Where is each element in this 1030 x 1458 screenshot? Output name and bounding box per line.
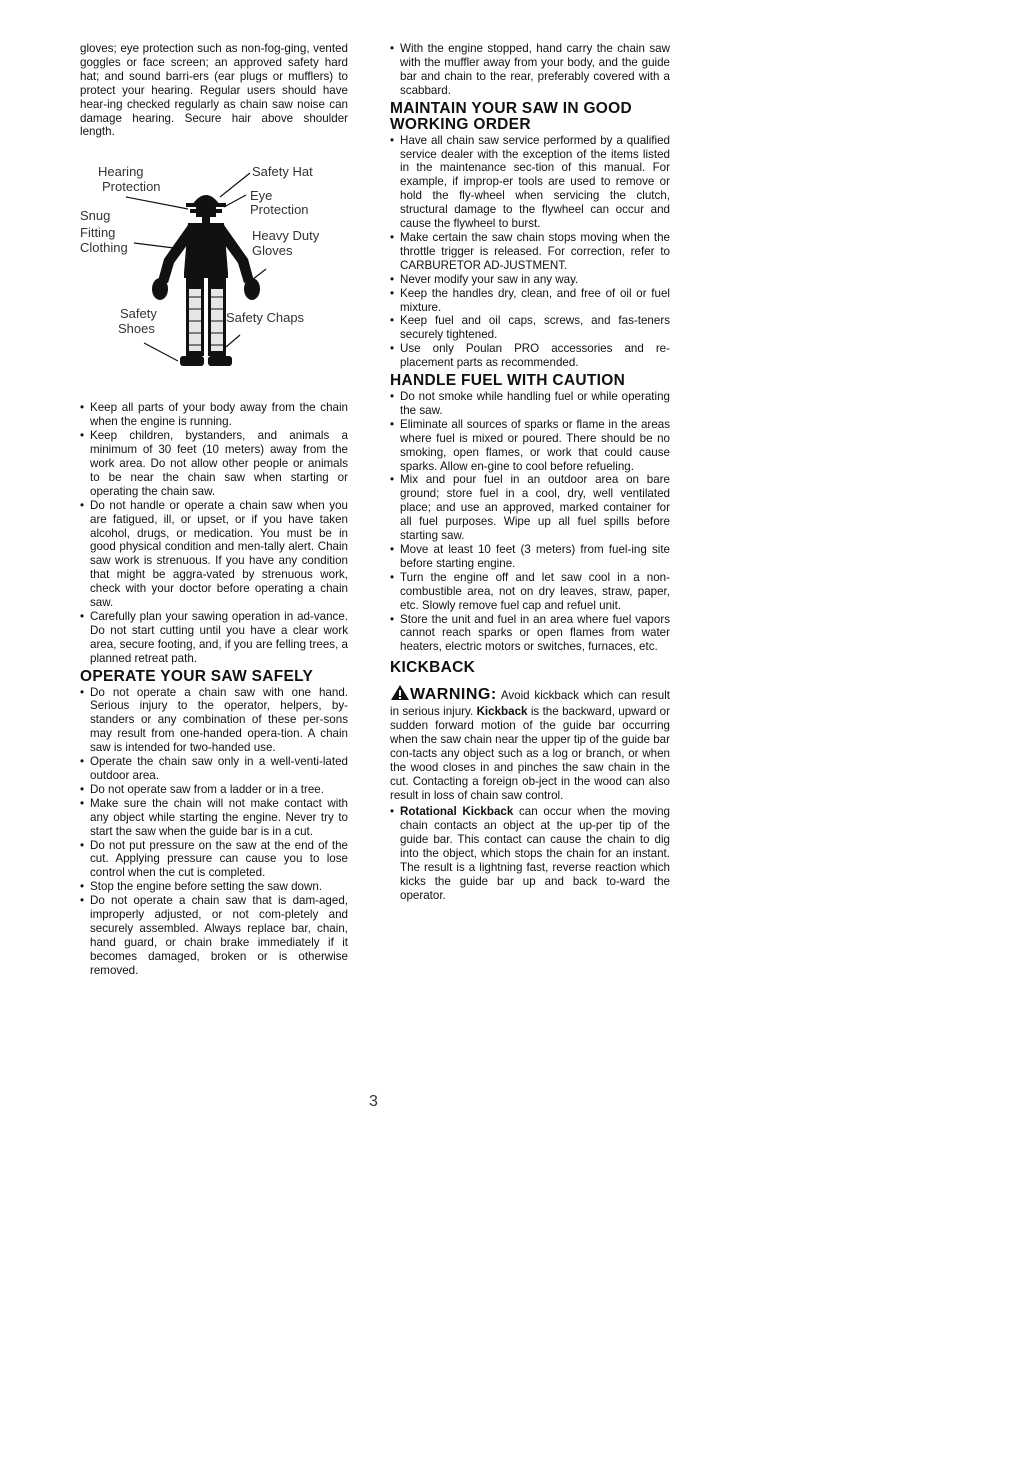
rotational-kickback-text: can occur when the moving chain contacts an object at the up-per tip of the guide bar. This contact can cause the chain to dig into the object, which stops the chain for an instant. The result is a lightning fast, reverse reaction which kicks the guide bar up and back to-ward the operator. — [400, 805, 670, 902]
label-snug: Snug — [80, 208, 111, 224]
maintain-list — [390, 134, 670, 370]
warning-text-1: Avoid kickback which can result in serious injury. — [390, 689, 670, 719]
list-item — [390, 805, 670, 902]
label-safety: Safety — [120, 306, 157, 322]
label-heavy-duty: Heavy Duty — [252, 228, 320, 244]
list-item: • Do not operate saw from a ladder or in a tree. — [80, 783, 348, 797]
label-clothing: Clothing — [80, 240, 128, 256]
label-hearing: Hearing — [98, 164, 144, 180]
list-item: • Eliminate all sources of sparks or flame in the areas where fuel is mixed or poured. There should be no smoking, open flames, or work that could cause sparks. Allow en-gine to cool before refueling. — [390, 418, 670, 474]
list-item: • With the engine stopped, hand carry the chain saw with the muffler away from your body, and the guide bar and chain to the rear, preferably covered with a scabbard. — [390, 42, 670, 98]
list-item: • Operate the chain saw only in a well-venti-lated outdoor area. — [80, 755, 348, 783]
fuel-list — [390, 390, 670, 654]
label-safety-hat: Safety Hat — [252, 164, 313, 180]
list-item: • Make certain the saw chain stops moving when the throttle trigger is released. For correction, refer to CARBURETOR AD-JUSTMENT. — [390, 231, 670, 273]
list-item: • Have all chain saw service performed by a qualified service dealer with the exception of the items listed in the maintenance sec-tion of this manual. For example, if improp-er tools are used to remove or hold the fly-wheel when servicing the clutch, structural damage to the flywheel can occur and cause the flywheel to burst. — [390, 134, 670, 231]
list-item: • Do not handle or operate a chain saw when you are fatigued, ill, or upset, or if you have taken alcohol, drugs, or medication. You must be in good physical condition and men-tally alert. Chain saw work is strenuous. If you have any condition that might be aggra-vated by strenuous work, check with your doctor before operating a chain saw. — [80, 499, 348, 610]
label-hearing-protection: Protection — [102, 179, 161, 195]
right-column — [390, 42, 670, 903]
list-item: • Do not smoke while handling fuel or while operating the saw. — [390, 390, 670, 418]
heading-maintain: MAINTAIN YOUR SAW IN GOOD WORKING ORDER — [390, 99, 633, 133]
list-item: • Keep the handles dry, clean, and free of oil or fuel mixture. — [390, 287, 670, 315]
label-gloves: Gloves — [252, 243, 293, 259]
kickback-list — [390, 805, 670, 902]
list-item: • Do not put pressure on the saw at the end of the cut. Applying pressure can cause you to lose control when the cut is completed. — [80, 839, 348, 881]
list-item: • Do not operate a chain saw with one hand. Serious injury to the operator, helpers, by-standers or any combination of these per-sons may result from one-handed opera-tion. A chain saw is intended for two-handed use. — [80, 686, 348, 756]
list-item: • Keep all parts of your body away from the chain when the engine is running. — [80, 401, 348, 429]
list-item: • Turn the engine off and let saw cool in a non-combustible area, not on dry leaves, straw, paper, etc. Slowly remove fuel cap and refuel unit. — [390, 571, 670, 613]
kickback-term: Kickback — [476, 705, 528, 719]
label-fitting: Fitting — [80, 225, 116, 241]
list-item: • Store the unit and fuel in an area where fuel vapors cannot reach sparks or open flames from water heaters, electric motors or switches, furnaces, etc. — [390, 613, 670, 655]
operate-list — [80, 686, 348, 978]
warning-triangle-icon — [390, 684, 410, 705]
intro-paragraph: gloves; eye protection such as non-fog-ging, vented goggles or face screen; an approved safety hard hat; and sound barri-ers (ear plugs or mufflers) to protect your hearing. Regular users should have hear-ing checked regularly as chain saw noise can damage hearing. Secure hair above shoulder length. — [80, 42, 348, 139]
list-item: • Move at least 10 feet (3 meters) from fuel-ing site before starting engine. — [390, 543, 670, 571]
warning-text-2: is the backward, upward or sudden forward motion of the guide bar occurring when the saw chain near the upper tip of the guide bar con-tacts any object such as a log or branch, or when the wood closes in and pinches the saw chain in the cut. Contacting a foreign ob-ject in the wood can also result in loss of chain saw control. — [390, 705, 670, 803]
operator-illustration — [80, 165, 348, 395]
list-item: • Keep children, bystanders, and animals a minimum of 30 feet (10 meters) away from the work area. Do not allow other people or animals to be near the chain saw when starting or operating the chain saw. — [80, 429, 348, 499]
label-eye: Eye — [250, 188, 273, 204]
page-number: 3 — [369, 1093, 378, 1110]
rotational-kickback-term: Rotational Kickback — [400, 805, 514, 819]
list-item: • Mix and pour fuel in an outdoor area on bare ground; store fuel in a cool, dry, well ventilated place; and use an approved, marked container for all fuel purposes. Wipe up all fuel spills before starting saw. — [390, 473, 670, 543]
safety-gear-figure — [80, 165, 348, 395]
left-column — [80, 42, 348, 978]
list-item: • Keep fuel and oil caps, screws, and fas-teners securely tightened. — [390, 314, 670, 342]
list-item: • Do not operate a chain saw that is dam-aged, improperly adjusted, or not com-pletely and securely assembled. Always replace bar, chain, hand guard, or chain brake immediately if it becomes damaged, broken or is otherwise removed. — [80, 894, 348, 977]
carry-list — [390, 42, 670, 98]
list-item: • Stop the engine before setting the saw down. — [80, 880, 348, 894]
heading-fuel: HANDLE FUEL WITH CAUTION — [390, 372, 626, 390]
heading-kickback: KICKBACK — [390, 659, 476, 677]
general-safety-list — [80, 401, 348, 665]
list-item: • Carefully plan your sawing operation in ad-vance. Do not start cutting until you have a clear work area, secure footing, and, if you are felling trees, a planned retreat path. — [80, 610, 348, 666]
list-item: • Use only Poulan PRO accessories and re-placement parts as recommended. — [390, 342, 670, 370]
warning-paragraph — [390, 684, 670, 803]
list-item: • Make sure the chain will not make contact with any object while starting the engine. Never try to start the saw when the guide bar is in a cut. — [80, 797, 348, 839]
label-eye-protection: Protection — [250, 202, 309, 218]
heading-operate-safely: OPERATE YOUR SAW SAFELY — [80, 667, 314, 685]
list-item: • Never modify your saw in any way. — [390, 273, 670, 287]
warning-label: WARNING: — [410, 686, 497, 704]
label-shoes: Shoes — [118, 321, 155, 337]
label-safety-chaps: Safety Chaps — [226, 310, 305, 326]
